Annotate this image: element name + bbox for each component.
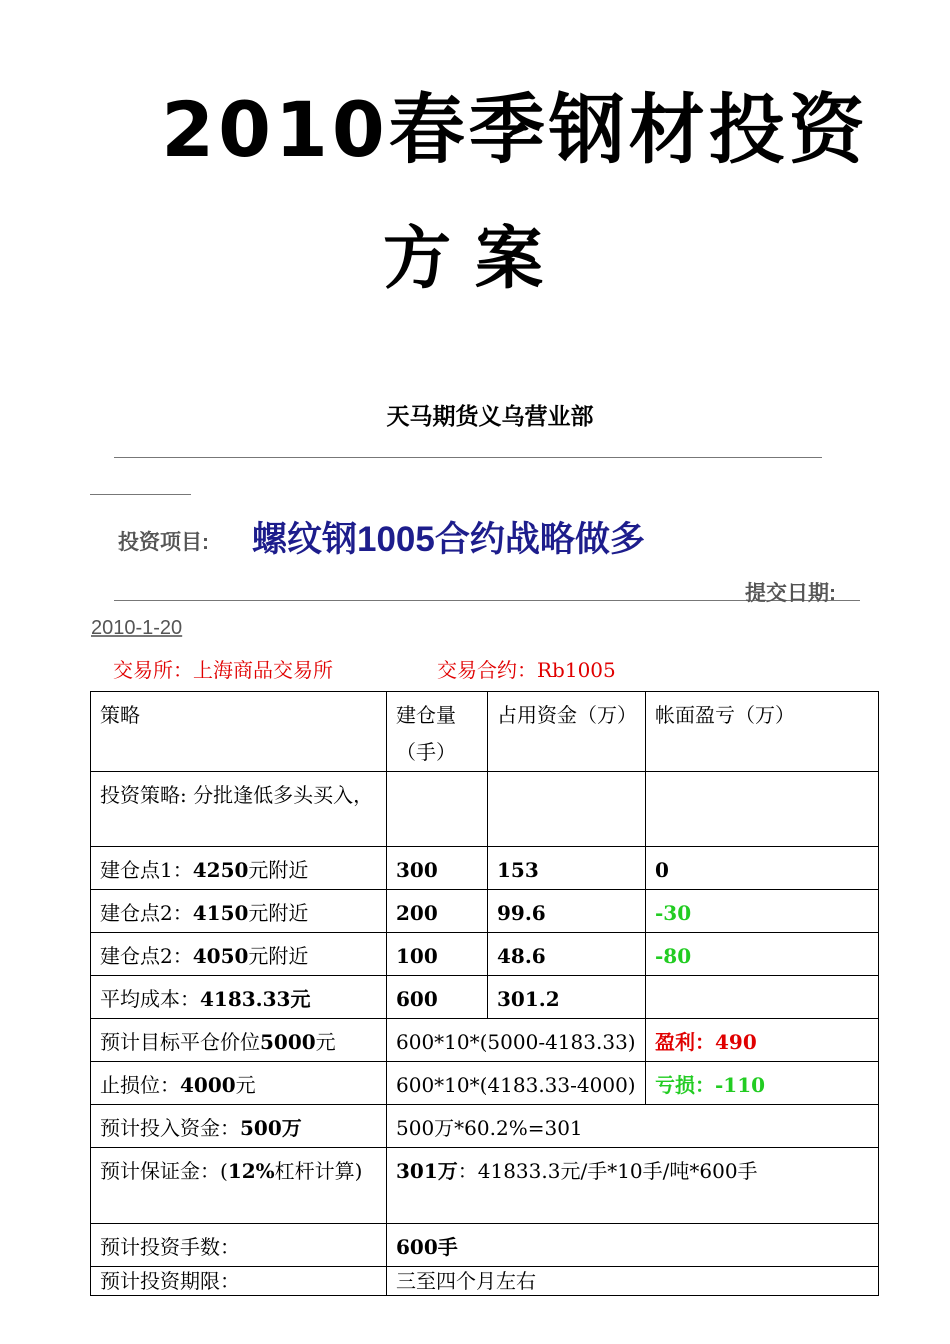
invest-capital: 预计投入资金：500万 (91, 1105, 387, 1148)
average-capital: 301.2 (488, 976, 646, 1019)
project-label: 投资项目: (118, 531, 209, 554)
table-row-invest (91, 1105, 879, 1148)
table-row-lots (91, 1224, 879, 1267)
stoploss-price: 止损位：4000元 (91, 1062, 387, 1105)
entry-qty: 100 (387, 933, 488, 976)
entry-label: 建仓点1：4250元附近 (91, 847, 387, 890)
stoploss-loss: 亏损：-110 (646, 1062, 879, 1105)
contract-info: 交易合约：Rb1005 (437, 658, 616, 682)
exchange-info: 交易所：上海商品交易所 (113, 658, 333, 682)
target-price: 预计目标平仓价位5000元 (91, 1019, 387, 1062)
header-capital: 占用资金（万） (488, 692, 646, 772)
header-strategy: 策略 (91, 692, 387, 772)
entry-capital: 99.6 (488, 890, 646, 933)
stoploss-formula: 600*10*(4183.33-4000) (387, 1062, 646, 1105)
header-position: 建仓量（手） (387, 692, 488, 772)
document-title-line2: 方案 (382, 220, 567, 299)
average-cost: 平均成本：4183.33元 (91, 976, 387, 1019)
table-row-period (91, 1267, 879, 1296)
entry-pnl: -30 (646, 890, 879, 933)
table-row (91, 933, 879, 976)
entry-capital: 48.6 (488, 933, 646, 976)
table-row-margin (91, 1148, 879, 1224)
margin-formula: 301万：41833.3元/手*10手/吨*600手 (387, 1148, 879, 1224)
table-row (91, 890, 879, 933)
submit-date: 2010-1-20 (91, 617, 183, 639)
invest-formula: 500万*60.2%=301 (387, 1105, 879, 1148)
entry-pnl: 0 (646, 847, 879, 890)
divider-line (114, 457, 822, 458)
entry-pnl: -80 (646, 933, 879, 976)
margin-label: 预计保证金：(12%杠杆计算) (91, 1148, 387, 1224)
entry-label: 建仓点2：4050元附近 (91, 933, 387, 976)
entry-label: 建仓点2：4150元附近 (91, 890, 387, 933)
period-label: 预计投资期限： (91, 1267, 387, 1296)
average-qty: 600 (387, 976, 488, 1019)
lots-label: 预计投资手数： (91, 1224, 387, 1267)
table-row-target (91, 1019, 879, 1062)
entry-qty: 300 (387, 847, 488, 890)
table-row-stoploss (91, 1062, 879, 1105)
table-row-strategy (91, 772, 879, 847)
project-name: 螺纹钢1005合约战略做多 (252, 520, 645, 559)
table-row-average (91, 976, 879, 1019)
table-header-row (91, 692, 879, 772)
target-profit: 盈利：490 (646, 1019, 879, 1062)
investment-plan-table (90, 691, 879, 1296)
entry-qty: 200 (387, 890, 488, 933)
target-formula: 600*10*(5000-4183.33) (387, 1019, 646, 1062)
header-pnl: 帐面盈亏（万） (646, 692, 879, 772)
organization-name: 天马期货义乌营业部 (386, 403, 594, 430)
entry-capital: 153 (488, 847, 646, 890)
submit-date-label: 提交日期: (745, 582, 836, 605)
strategy-cell: 投资策略: 分批逢低多头买入， (91, 772, 387, 847)
period-value: 三至四个月左右 (387, 1267, 879, 1296)
divider-line-short (90, 494, 191, 495)
table-row (91, 847, 879, 890)
lots-value: 600手 (387, 1224, 879, 1267)
document-title-line1: 2010春季钢材投资 (161, 85, 869, 174)
